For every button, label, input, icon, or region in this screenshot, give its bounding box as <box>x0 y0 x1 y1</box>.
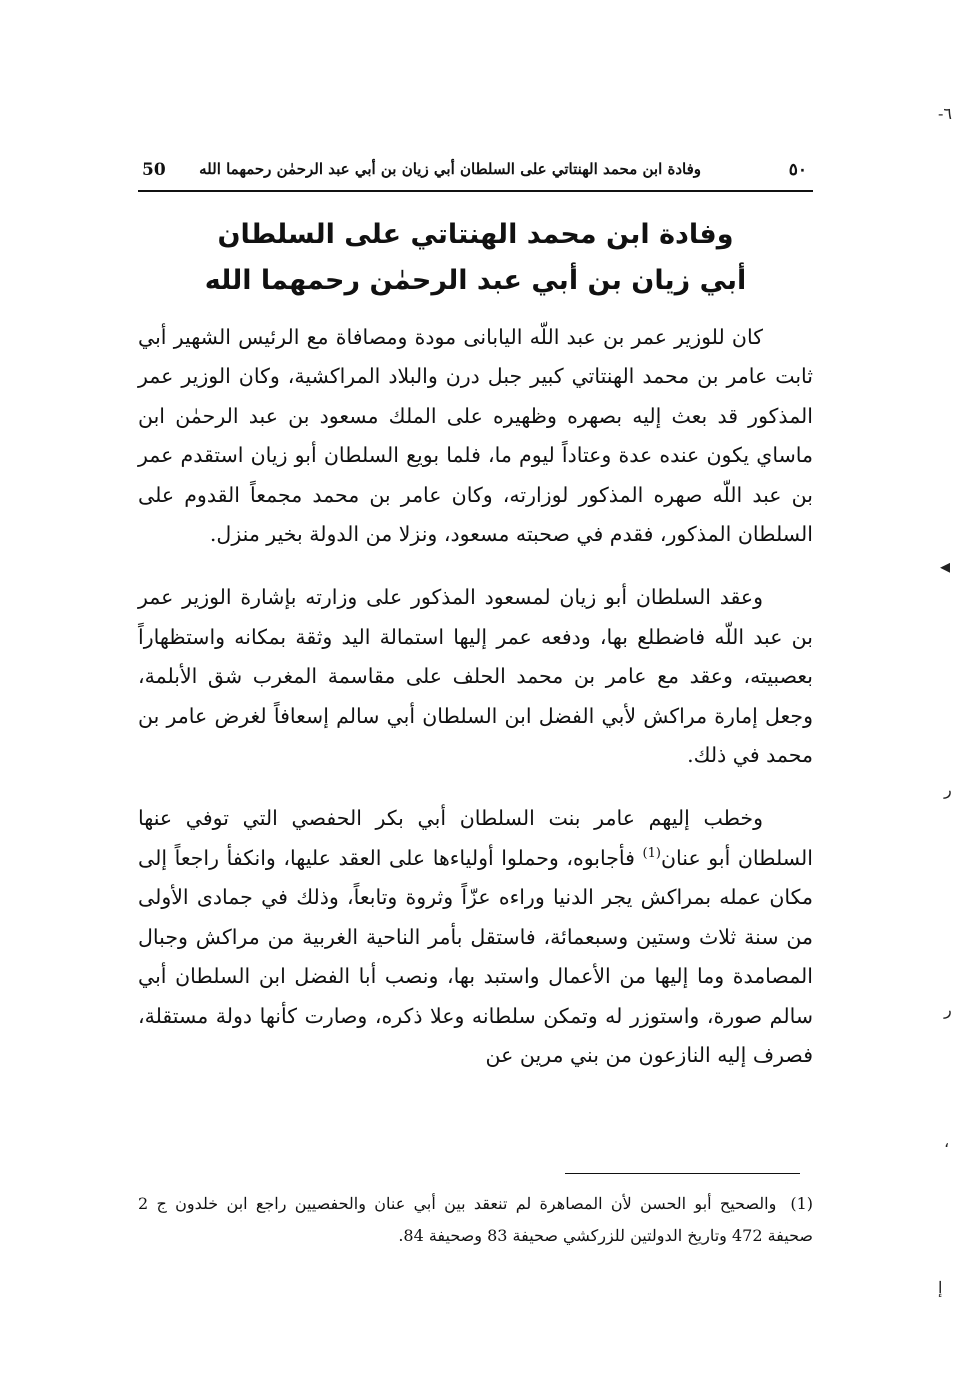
footnote-reference: (1) <box>642 846 661 862</box>
chapter-title-line-1: وفادة ابن محمد الهنتاتي على السلطان <box>217 219 734 250</box>
scan-mark: ، <box>944 1132 950 1151</box>
paragraph-3 <box>138 799 813 1075</box>
chapter-title-line-2: أبي زيان بن أبي عبد الرحمٰن رحمهما الله <box>204 265 747 296</box>
paragraph-2: وعقد السلطان أبو زيان لمسعود المذكور على وزارته بإشارة الوزير عمر بن عبد اللّه فاضطلع بها، ودفعه عمر إليها استمالة اليد وثقة بمكانه واستظهاراً بعصبيته، وعقد مع عامر بن محمد الحلف على مقاسمة المغرب شق الأبلمة، وجعل إمارة مراكش لأبي الفضل ابن السلطان أبي سالم إسعافاً لغرض عامر بن محمد في ذلك. <box>138 585 813 768</box>
paragraph-3-text-b: فأجابوه، وحملوا أولياءها على العقد عليها، وانكفأ راجعاً إلى مكان عمله بمراكش يجر الدنيا وراءه عزّاً وثروة وتابعاً، وذلك في جمادى الأولى من سنة ثلاث وستين وسبعمائة، فاستقل بأمر الناحية الغربية من مراكش وجبال المصامدة وما إليها من الأعمال واستبد بها، ونصب أبا الفضل ابن السلطان أبي سالم صورة، واستوزر له وتمكن سلطانه وعلا ذكره، وصارت كأنها دولة مستقلة، فصرف إليه النازعون من بني مرين عن <box>138 845 813 1067</box>
footnote-divider <box>565 1173 800 1174</box>
paragraph-3-text-a: وخطب إليهم عامر بنت السلطان أبي بكر الحفصي التي توفي عنها السلطان أبو عنان <box>138 806 813 870</box>
footnote-text: والصحيح أبو الحسن لأن المصاهرة لم تنعقد بين أبي عنان والحفصيين راجع ابن خلدون ج 2 صحيفة 472 وتاريخ الدولتين للزركشي صحيفة 83 وصحيفة 84. <box>138 1194 813 1245</box>
body-text <box>138 318 813 1099</box>
scan-mark: ◂ <box>940 554 951 578</box>
paragraph-1: كان للوزير عمر بن عبد اللّه اليابانى مودة ومصافاة مع الرئيس الشهير أبي ثابت عامر بن محمد الهنتاتي كبير جبل درن والبلاد المراكشية، وكان الوزير عمر المذكور قد بعث إليه بصهره وظهيره على الملك مسعود بن عبد الرحمٰن ابن ماساي يكون عنده عدة وعتاداً ليوم ما، فلما بويع السلطان أبو زيان استقدم عمر بن عبد اللّه صهره المذكور لوزارته، وكان عامر بن محمد مجمعاً القدوم على السلطان المذكور، فقدم في صحبته مسعود، ونزلا من الدولة بخير منزل. <box>138 325 813 547</box>
scan-mark: ر <box>944 1000 952 1019</box>
scan-mark: -٦ <box>938 104 952 123</box>
footnote-number: (1) <box>790 1194 813 1213</box>
page-number-arabic: ٥٠ <box>788 160 807 180</box>
running-title: وفادة ابن محمد الهنتاتي على السلطان أبي زيان بن أبي عبد الرحمٰن رحمهما الله <box>199 160 701 178</box>
chapter-title <box>138 212 813 304</box>
scan-mark: ر <box>944 780 952 799</box>
footnote <box>138 1188 813 1252</box>
scan-mark: ﺇ <box>938 1278 943 1297</box>
page-number-latin: 50 <box>142 160 166 180</box>
running-header <box>138 150 813 192</box>
